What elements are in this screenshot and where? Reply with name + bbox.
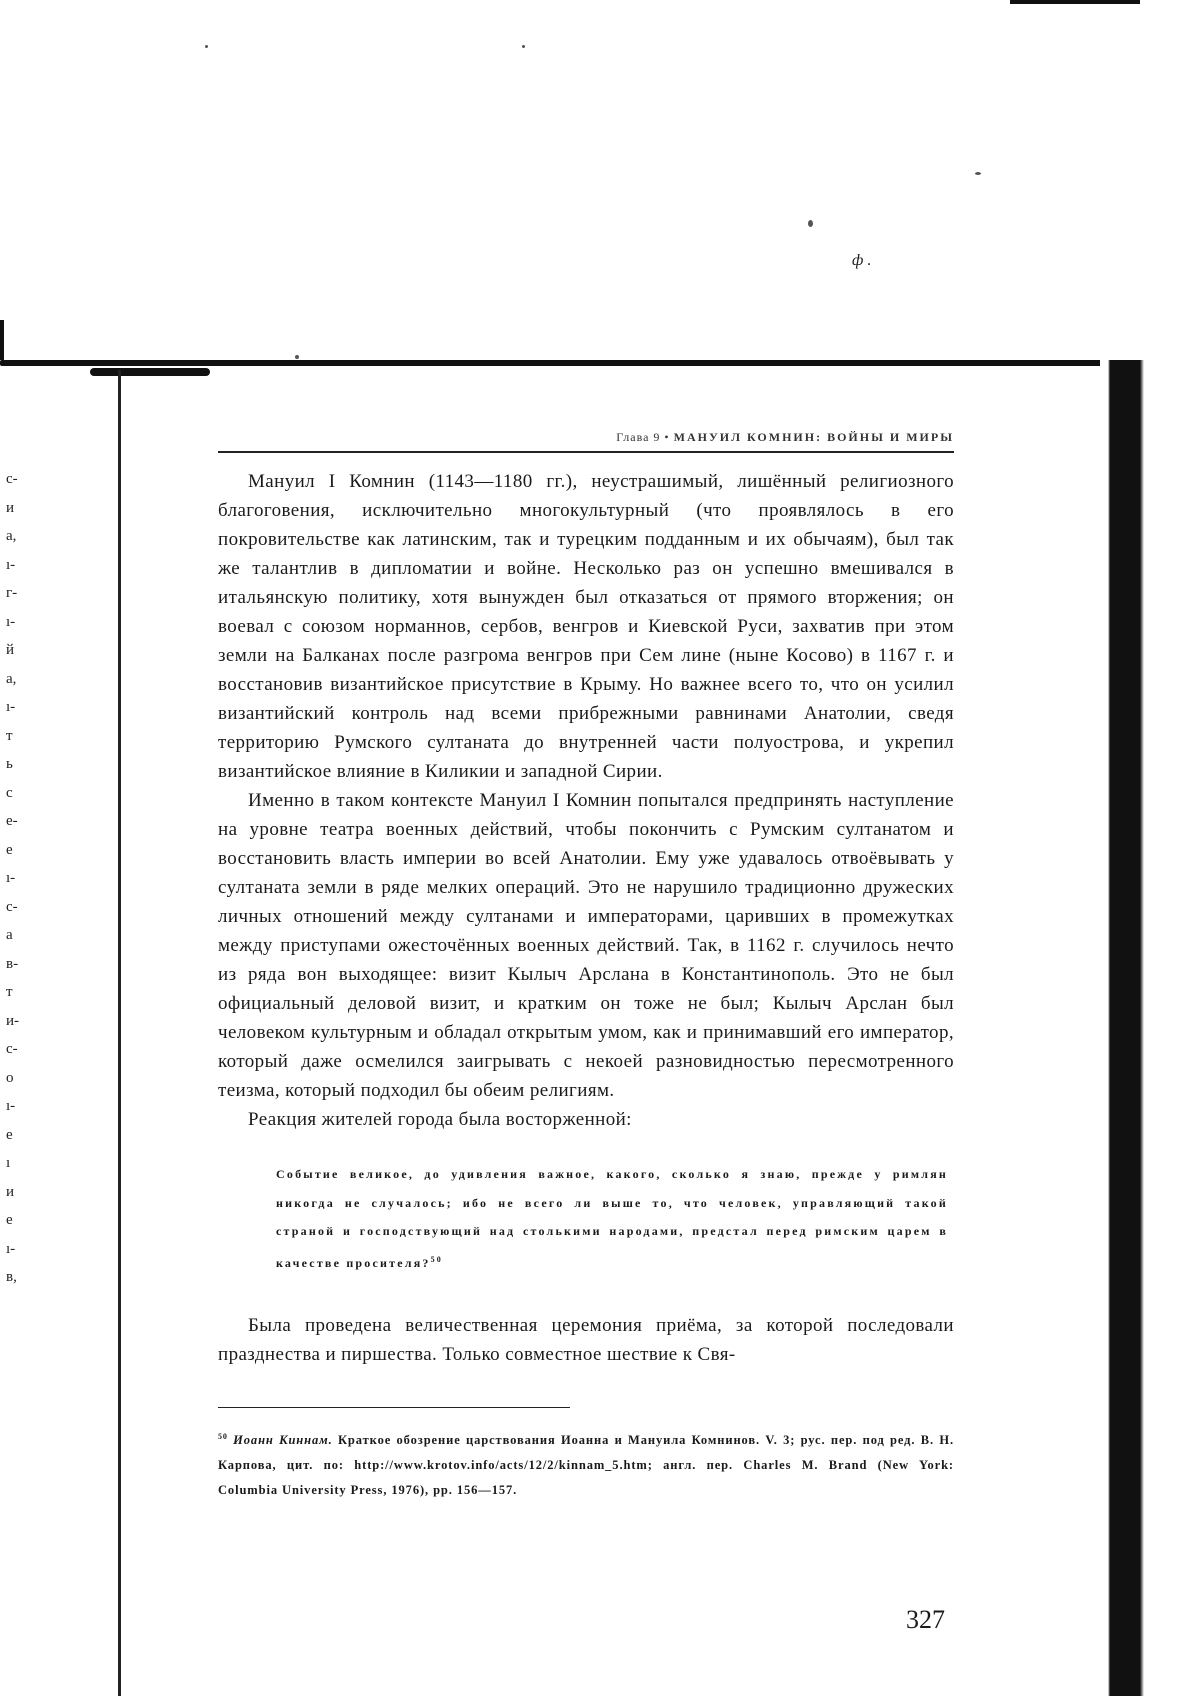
scan-artifact-top <box>1010 0 1140 4</box>
footnote-number: 50 <box>218 1432 228 1441</box>
paragraph: Была проведена величественная церемония приёма, за которой последовали празднества и пиршества. Только совместное шествие к Свя- <box>218 1315 954 1365</box>
book-page <box>218 430 954 1503</box>
adjacent-page-fragment: с <box>6 784 13 801</box>
adjacent-page-fragment: и <box>6 1183 15 1200</box>
page-edge-left <box>118 370 121 1696</box>
footnote-author: Иоанн Киннам. <box>233 1433 333 1448</box>
adjacent-page-fragment: ı- <box>6 1098 16 1114</box>
quote-text: Событие великое, до удивления важное, какого, сколько я знаю, прежде у римлян никогда не случалось; ибо не всего ли выше то, что человек, управляющий такой страной и господствующий над столькими народами, предстал перед римским царем в качестве просителя? <box>276 1167 948 1270</box>
footnote <box>218 1424 954 1503</box>
running-header <box>218 430 954 453</box>
footnote-text: Краткое обозрение царствования Иоанна и Мануила Комнинов. V. 3; рус. пер. под ред. В. Н. Карпова, цит. по: http://www.krotov.info/acts/12/2/kinnam_5.htm; англ. пер. Charles M. Brand (New York: Columbia University Press, 1976), pp. 156—157. <box>218 1433 954 1498</box>
adjacent-page-fragment: ı- <box>6 1240 16 1257</box>
adjacent-page-fragment: г- <box>6 585 18 601</box>
adjacent-page-fragment: ı- <box>6 556 16 573</box>
page-edge-top <box>0 360 1110 366</box>
adjacent-page-fragment: ь <box>6 756 13 772</box>
paragraph: Именно в таком контексте Мануил I Комнин попытался предпринять наступление на уровне театра военных действий, чтобы покончить с Румским султанатом и восстановить власть империи во всей Анатолии. Ему уже удавалось отвоёвывать у султаната земли в ряде мелких операций. Это не нарушило традиционно дружеских личных отношений между султанами и императорами, царивших в промежутках между приступами ожесточённых военных действий. Так, в 1162 г. случилось нечто из ряда вон выходящее: визит Кылыч Арслана в Константинополь. Это не был официальный деловой визит, и кратким он тоже не был; Кылыч Арслан был человеком культурным и обладал открытым умом, как и принимавший его император, который даже осмелился заигрывать с некоей разновидностью пересмотренного теизма, который подходил бы обеим религиям. <box>218 790 954 1101</box>
adjacent-page-fragment: е- <box>6 813 18 829</box>
adjacent-page-fragment: и- <box>6 1012 20 1029</box>
adjacent-page-fragment: в- <box>6 955 19 972</box>
header-separator: • <box>664 430 670 444</box>
scan-speck <box>808 220 813 227</box>
paragraph: Мануил I Комнин (1143—1180 гг.), неустрашимый, лишённый религиозного благоговения, исключительно многокультурный (что проявлялось в его покровительстве как латинским, так и турецким подданным и их обычаям), был так же талантлив в дипломатии и войне. Несколько раз он успешно вмешивался в итальянскую политику, хотя вынужден был отказаться от прямого вторжения; он воевал с союзом норманнов, сербов, венгров и Киевской Руси, захватив при этом земли на Балканах после разгрома венгров при Сем лине (ныне Косово) в 1167 г. и восстановив византийское присутствие в Крыму. Но важнее всего то, что он усилил византийский контроль над всеми прибрежными равнинами Анатолии, сведя территорию Румского султаната до внутренней части полуострова, и укрепил византийское влияние в Киликии и западной Сирии. <box>218 471 954 782</box>
adjacent-page-fragment: о <box>6 1069 14 1086</box>
footnote-ref: 50 <box>430 1254 443 1264</box>
scan-corner-mark: ф . <box>852 252 872 269</box>
page-edge-right <box>1100 360 1200 1696</box>
adjacent-page-fragment: а, <box>6 670 17 687</box>
adjacent-page-fragment: ı- <box>6 870 16 886</box>
chapter-title: МАНУИЛ КОМНИН: ВОЙНЫ И МИРЫ <box>673 430 954 444</box>
footnote-divider <box>218 1407 570 1408</box>
adjacent-page-fragment: т <box>6 984 13 1000</box>
page-edge-left-mark <box>0 320 4 360</box>
adjacent-page-fragments <box>6 465 36 1292</box>
body-text <box>218 467 954 1134</box>
adjacent-page-fragment: т <box>6 727 13 744</box>
paragraph: Реакция жителей города была восторженной: <box>248 1109 632 1130</box>
body-text-continued <box>218 1311 954 1369</box>
adjacent-page-fragment: с- <box>6 1041 18 1057</box>
scan-speck <box>205 45 208 48</box>
adjacent-page-fragment: ı <box>6 1155 11 1171</box>
adjacent-page-fragment: ı- <box>6 613 16 630</box>
adjacent-page-fragment: и <box>6 499 15 516</box>
chapter-label: Глава 9 <box>616 430 661 444</box>
scan-speck <box>522 45 525 48</box>
adjacent-page-fragment: ı- <box>6 699 16 715</box>
page-number: 327 <box>906 1605 945 1634</box>
adjacent-page-fragment: с- <box>6 898 18 915</box>
page-edge-top-thick <box>90 368 210 376</box>
adjacent-page-fragment: й <box>6 642 15 658</box>
adjacent-page-fragment: е <box>6 1126 13 1143</box>
adjacent-page-fragment: а, <box>6 528 17 544</box>
scan-speck <box>975 172 981 175</box>
adjacent-page-fragment: в, <box>6 1269 17 1285</box>
adjacent-page-fragment: а <box>6 927 13 943</box>
adjacent-page-fragment: е <box>6 841 13 858</box>
adjacent-page-fragment: е <box>6 1212 13 1228</box>
block-quote <box>276 1160 948 1277</box>
adjacent-page-fragment: с- <box>6 471 18 487</box>
scan-speck <box>295 355 299 359</box>
